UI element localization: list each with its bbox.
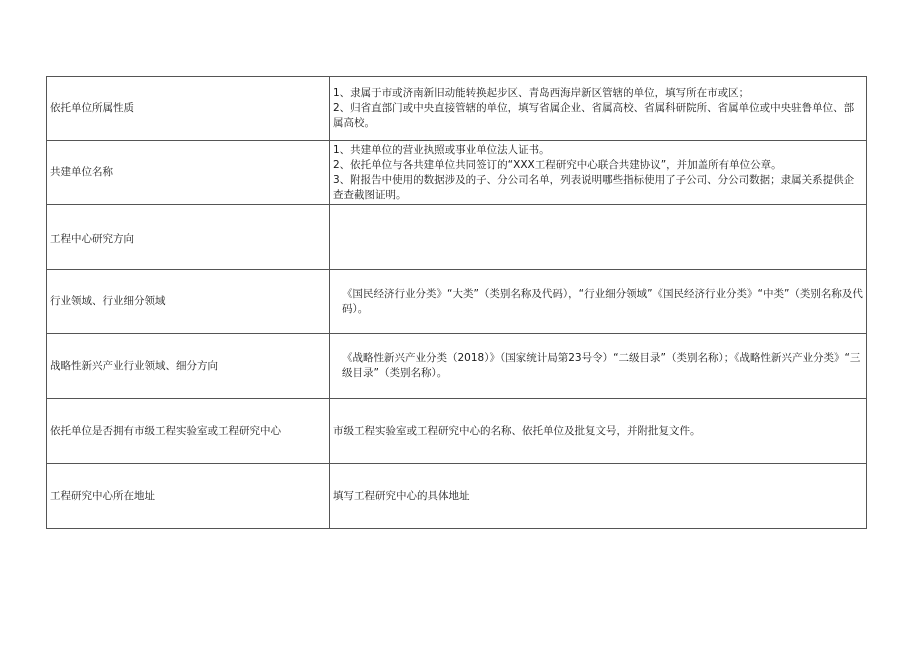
value-line: 填写工程研究中心的具体地址 xyxy=(333,489,470,502)
value-line: 《战略性新兴产业分类（2018）》（国家统计局第23号令）“二级目录”（类别名称）；《战略性新兴产业分类》“三级目录”（类别名称）。 xyxy=(342,352,861,379)
row-label-cell xyxy=(47,270,330,334)
row-label: 依托单位是否拥有市级工程实验室或工程研究中心 xyxy=(50,424,281,437)
row-label: 共建单位名称 xyxy=(50,166,113,178)
value-line: 1、隶属于市或济南新旧动能转换起步区、青岛西海岸新区管辖的单位，填写所在市或区； xyxy=(333,87,750,99)
row-label-cell xyxy=(47,205,330,270)
requirements-table xyxy=(46,76,867,529)
table-row xyxy=(47,270,867,334)
table-row xyxy=(47,77,867,141)
row-value-cell xyxy=(330,141,867,205)
row-value-cell xyxy=(330,399,867,464)
row-value-cell xyxy=(330,464,867,529)
row-label: 行业领域、行业细分领域 xyxy=(50,295,166,307)
row-label-cell xyxy=(47,77,330,141)
row-label-cell xyxy=(47,399,330,464)
value-line: 市级工程实验室或工程研究中心的名称、依托单位及批复文号，并附批复文件。 xyxy=(333,424,701,437)
row-value-cell xyxy=(330,334,867,399)
row-value-cell xyxy=(330,205,867,270)
row-label: 依托单位所属性质 xyxy=(50,102,134,114)
value-line: 3、附报告中使用的数据涉及的子、分公司名单，列表说明哪些指标使用了子公司、分公司数据；隶属关系提供企查查截图证明。 xyxy=(333,173,855,201)
value-line: 2、依托单位与各共建单位共同签订的“XXX工程研究中心联合共建协议”，并加盖所有单位公章。 xyxy=(333,158,782,171)
value-line: 1、共建单位的营业执照或事业单位法人证书。 xyxy=(333,143,550,156)
table-row xyxy=(47,399,867,464)
table-row xyxy=(47,464,867,529)
row-value-cell xyxy=(330,77,867,141)
row-label-cell xyxy=(47,334,330,399)
row-label: 战略性新兴产业行业领域、细分方向 xyxy=(50,359,218,372)
row-label: 工程中心研究方向 xyxy=(50,232,134,245)
row-label-cell xyxy=(47,141,330,205)
value-line: 《国民经济行业分类》“大类”（类别名称及代码），“行业细分领域”《国民经济行业分类》“中类”（类别名称及代码）。 xyxy=(342,287,863,315)
row-label-cell xyxy=(47,464,330,529)
table-row xyxy=(47,334,867,399)
row-value-cell xyxy=(330,270,867,334)
table-row xyxy=(47,141,867,205)
row-label: 工程研究中心所在地址 xyxy=(50,489,155,502)
table-row xyxy=(47,205,867,270)
value-line: 2、归省直部门或中央直接管辖的单位，填写省属企业、省属高校、省属科研院所、省属单位或中央驻鲁单位、部属高校。 xyxy=(333,102,855,129)
